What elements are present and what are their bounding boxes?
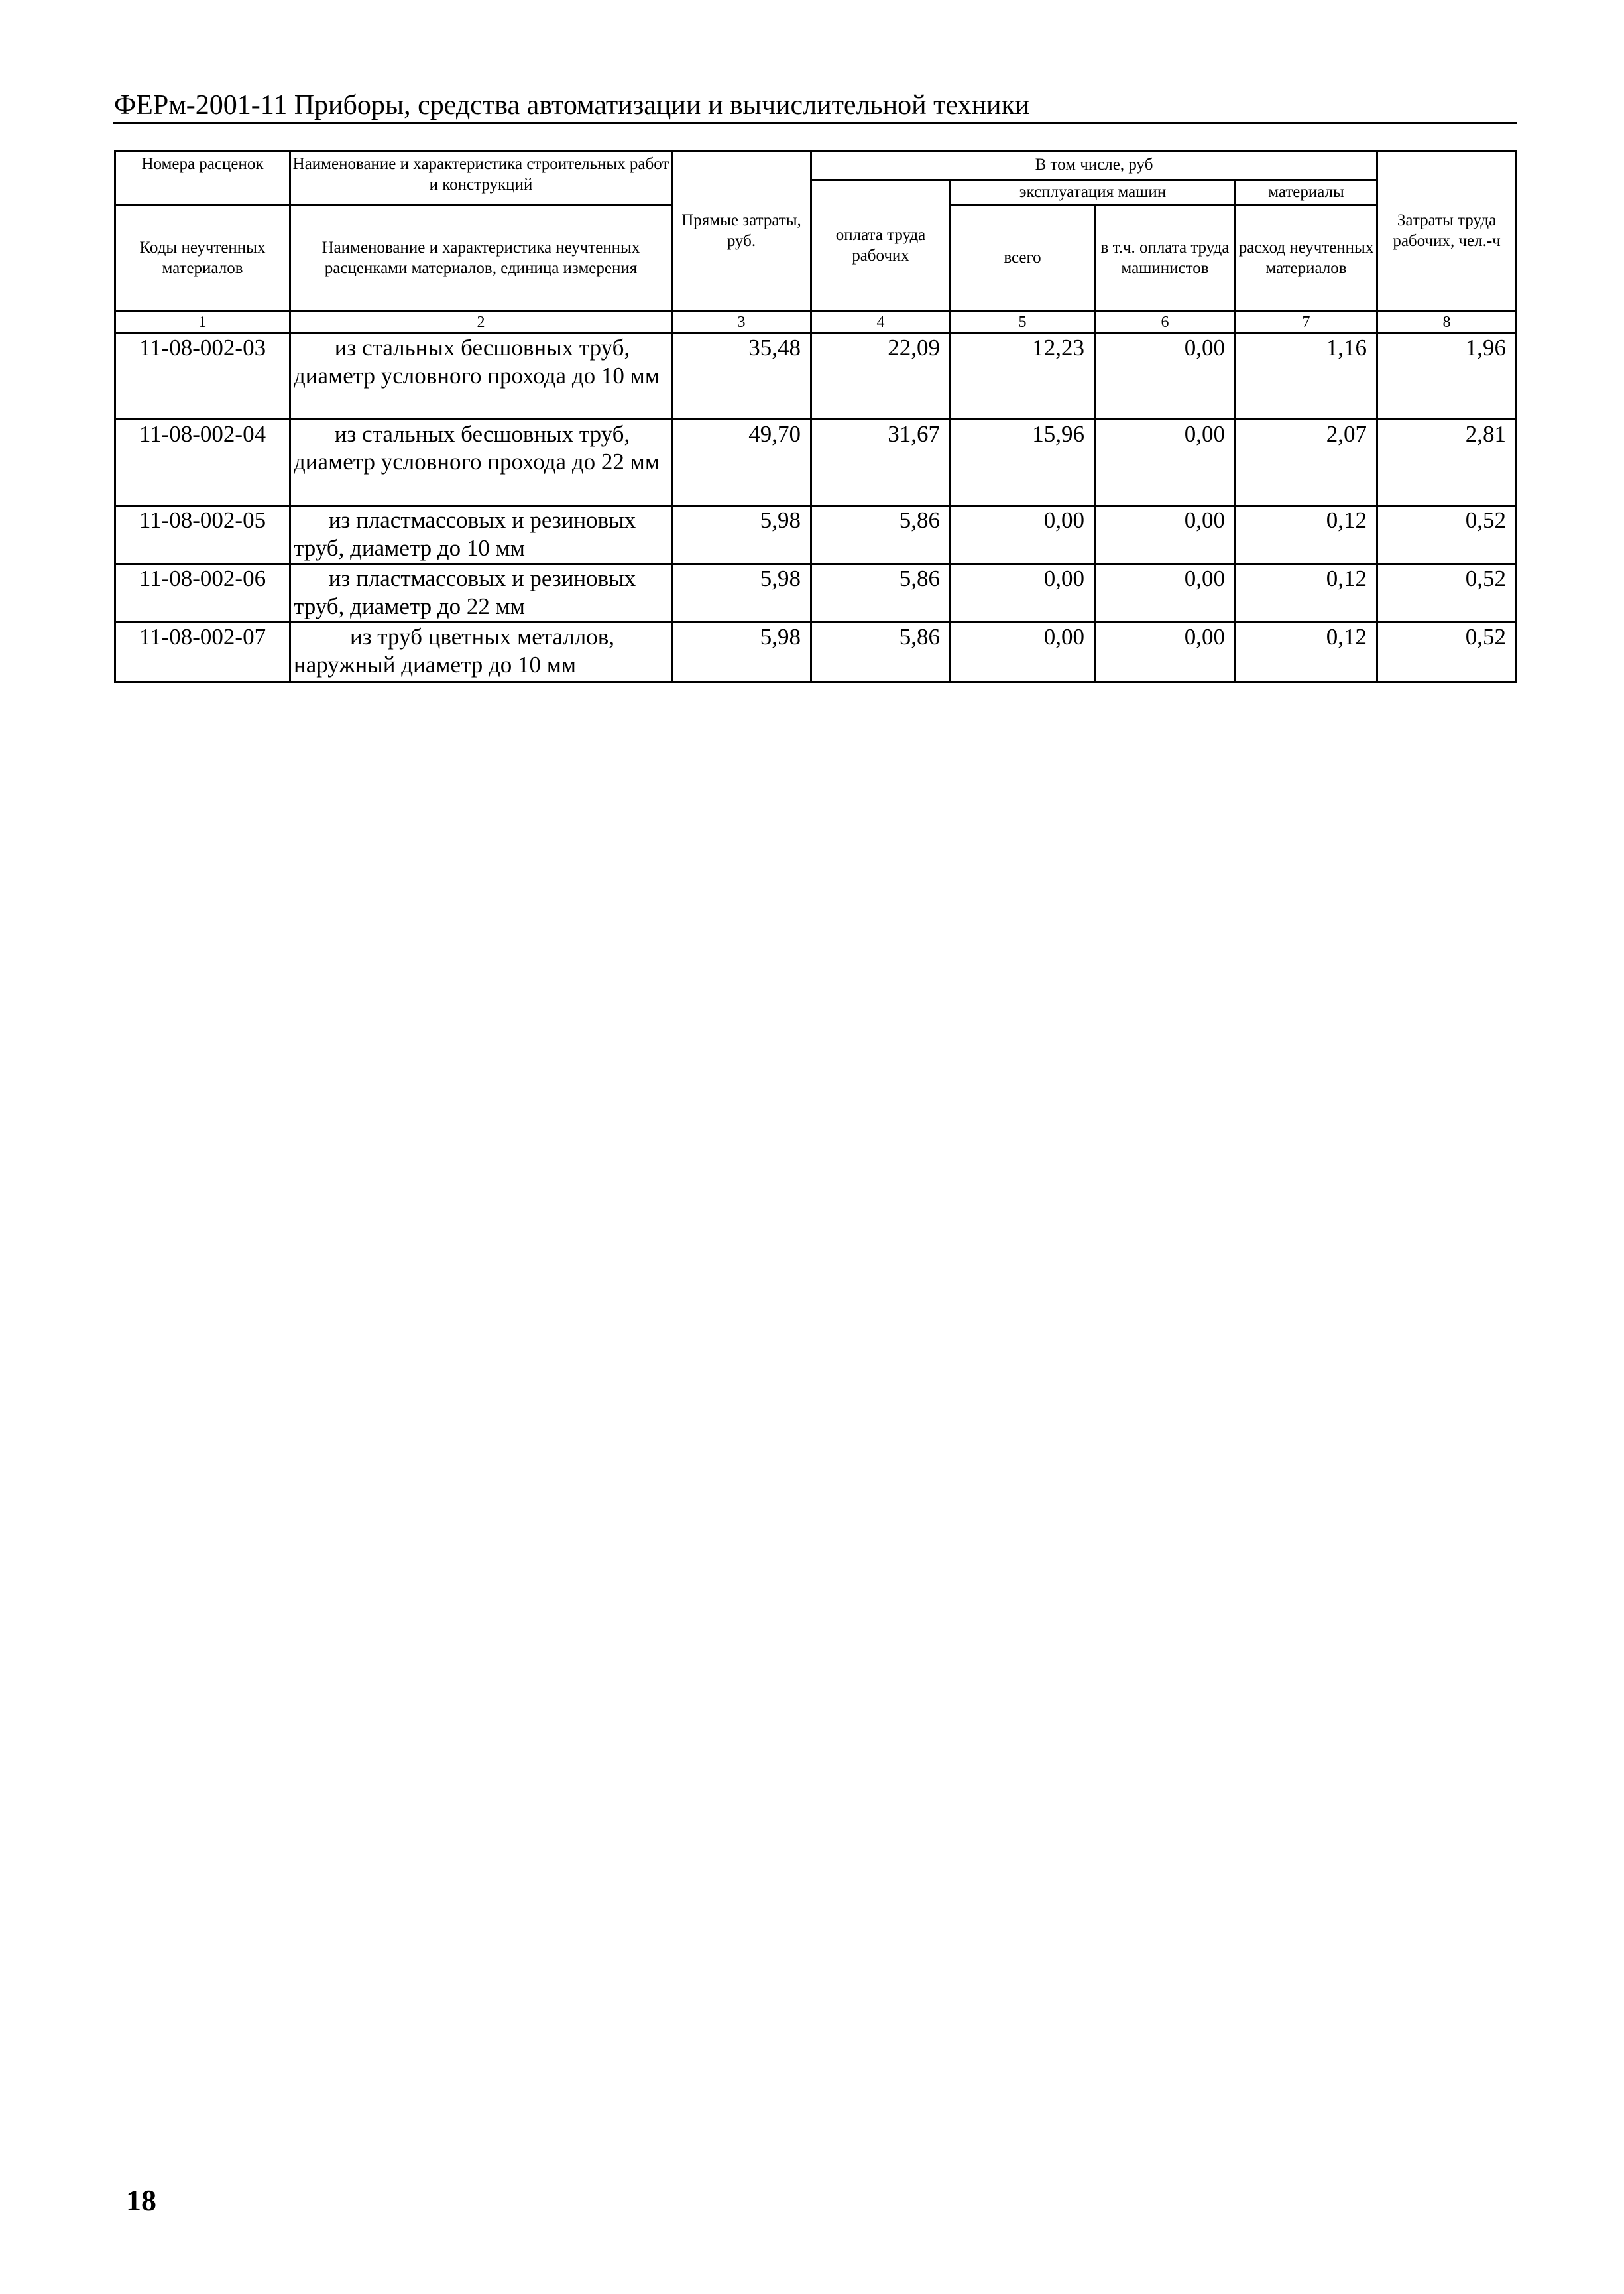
column-number: 2 xyxy=(290,312,672,333)
table-row xyxy=(115,623,1517,682)
driver-pay-value: 0,00 xyxy=(1095,420,1236,506)
table-row xyxy=(115,420,1517,506)
column-number: 7 xyxy=(1236,312,1377,333)
materials-value: 0,12 xyxy=(1236,564,1377,623)
rate-name-line: из труб цветных металлов, xyxy=(350,624,614,650)
labor-costs-value: 1,96 xyxy=(1377,333,1517,420)
header-divider xyxy=(113,122,1517,124)
rate-name xyxy=(290,623,672,682)
labor-costs-value: 0,52 xyxy=(1377,564,1517,623)
driver-pay-value: 0,00 xyxy=(1095,333,1236,420)
materials-value: 0,12 xyxy=(1236,506,1377,564)
column-number: 4 xyxy=(811,312,951,333)
rate-name-rest: труб, диаметр до 22 мм xyxy=(294,593,525,619)
worker-pay-value: 31,67 xyxy=(811,420,951,506)
worker-pay-value: 5,86 xyxy=(811,564,951,623)
worker-pay-value: 22,09 xyxy=(811,333,951,420)
header-worker-pay: оплата труда рабочих xyxy=(811,180,951,312)
rate-name-line: из стальных бесшовных труб, xyxy=(334,335,630,361)
header-rate-numbers: Номера расценок xyxy=(115,151,290,206)
header-materials: материалы xyxy=(1236,180,1377,206)
rate-name-line: из пластмассовых и резиновых xyxy=(328,566,636,591)
table-row xyxy=(115,506,1517,564)
direct-costs-value: 49,70 xyxy=(672,420,811,506)
rate-code: 11-08-002-05 xyxy=(115,506,290,564)
header-labor-costs: Затраты труда рабочих, чел.-ч xyxy=(1377,151,1517,312)
rate-name-rest: диаметр условного прохода до 10 мм xyxy=(294,363,660,389)
header-material-codes: Коды неучтенных материалов xyxy=(115,206,290,312)
page-number: 18 xyxy=(126,2183,156,2217)
rate-name-rest: диаметр условного прохода до 22 мм xyxy=(294,449,660,475)
worker-pay-value: 5,86 xyxy=(811,623,951,682)
column-number: 1 xyxy=(115,312,290,333)
labor-costs-value: 0,52 xyxy=(1377,506,1517,564)
rate-name-rest: труб, диаметр до 10 мм xyxy=(294,535,525,561)
header-work-name: Наименование и характеристика строительных работ и конструкций xyxy=(290,151,672,206)
rate-name-rest: наружный диаметр до 10 мм xyxy=(294,652,577,678)
direct-costs-value: 5,98 xyxy=(672,623,811,682)
materials-value: 0,12 xyxy=(1236,623,1377,682)
direct-costs-value: 5,98 xyxy=(672,564,811,623)
rate-name-line: из пластмассовых и резиновых xyxy=(328,507,636,533)
column-number: 3 xyxy=(672,312,811,333)
rate-code: 11-08-002-06 xyxy=(115,564,290,623)
rate-name xyxy=(290,506,672,564)
table-row xyxy=(115,333,1517,420)
machines-total-value: 0,00 xyxy=(951,506,1095,564)
rates-table xyxy=(114,150,1517,683)
header-total: всего xyxy=(951,206,1095,312)
column-number: 5 xyxy=(951,312,1095,333)
machines-total-value: 15,96 xyxy=(951,420,1095,506)
driver-pay-value: 0,00 xyxy=(1095,623,1236,682)
rate-code: 11-08-002-04 xyxy=(115,420,290,506)
worker-pay-value: 5,86 xyxy=(811,506,951,564)
rate-name xyxy=(290,333,672,420)
direct-costs-value: 35,48 xyxy=(672,333,811,420)
rate-name-line: из стальных бесшовных труб, xyxy=(334,421,630,447)
machines-total-value: 0,00 xyxy=(951,564,1095,623)
direct-costs-value: 5,98 xyxy=(672,506,811,564)
labor-costs-value: 0,52 xyxy=(1377,623,1517,682)
machines-total-value: 12,23 xyxy=(951,333,1095,420)
rate-name xyxy=(290,420,672,506)
page-title: ФЕРм-2001-11 Приборы, средства автоматизации и вычислительной техники xyxy=(114,90,1030,121)
header-unaccounted-materials: расход неучтенных материалов xyxy=(1236,206,1377,312)
materials-value: 1,16 xyxy=(1236,333,1377,420)
labor-costs-value: 2,81 xyxy=(1377,420,1517,506)
driver-pay-value: 0,00 xyxy=(1095,564,1236,623)
header-including: В том числе, руб xyxy=(811,151,1377,180)
column-number: 8 xyxy=(1377,312,1517,333)
rate-name xyxy=(290,564,672,623)
column-number-row xyxy=(115,312,1517,333)
header-material-name: Наименование и характеристика неучтенных расценками материалов, единица измерения xyxy=(290,206,672,312)
machines-total-value: 0,00 xyxy=(951,623,1095,682)
header-direct-costs: Прямые затраты, руб. xyxy=(672,151,811,312)
table-row xyxy=(115,564,1517,623)
column-number: 6 xyxy=(1095,312,1236,333)
header-machine-operation: эксплуатация машин xyxy=(951,180,1236,206)
rate-code: 11-08-002-07 xyxy=(115,623,290,682)
materials-value: 2,07 xyxy=(1236,420,1377,506)
header-driver-pay: в т.ч. оплата труда машинистов xyxy=(1095,206,1236,312)
driver-pay-value: 0,00 xyxy=(1095,506,1236,564)
rate-code: 11-08-002-03 xyxy=(115,333,290,420)
